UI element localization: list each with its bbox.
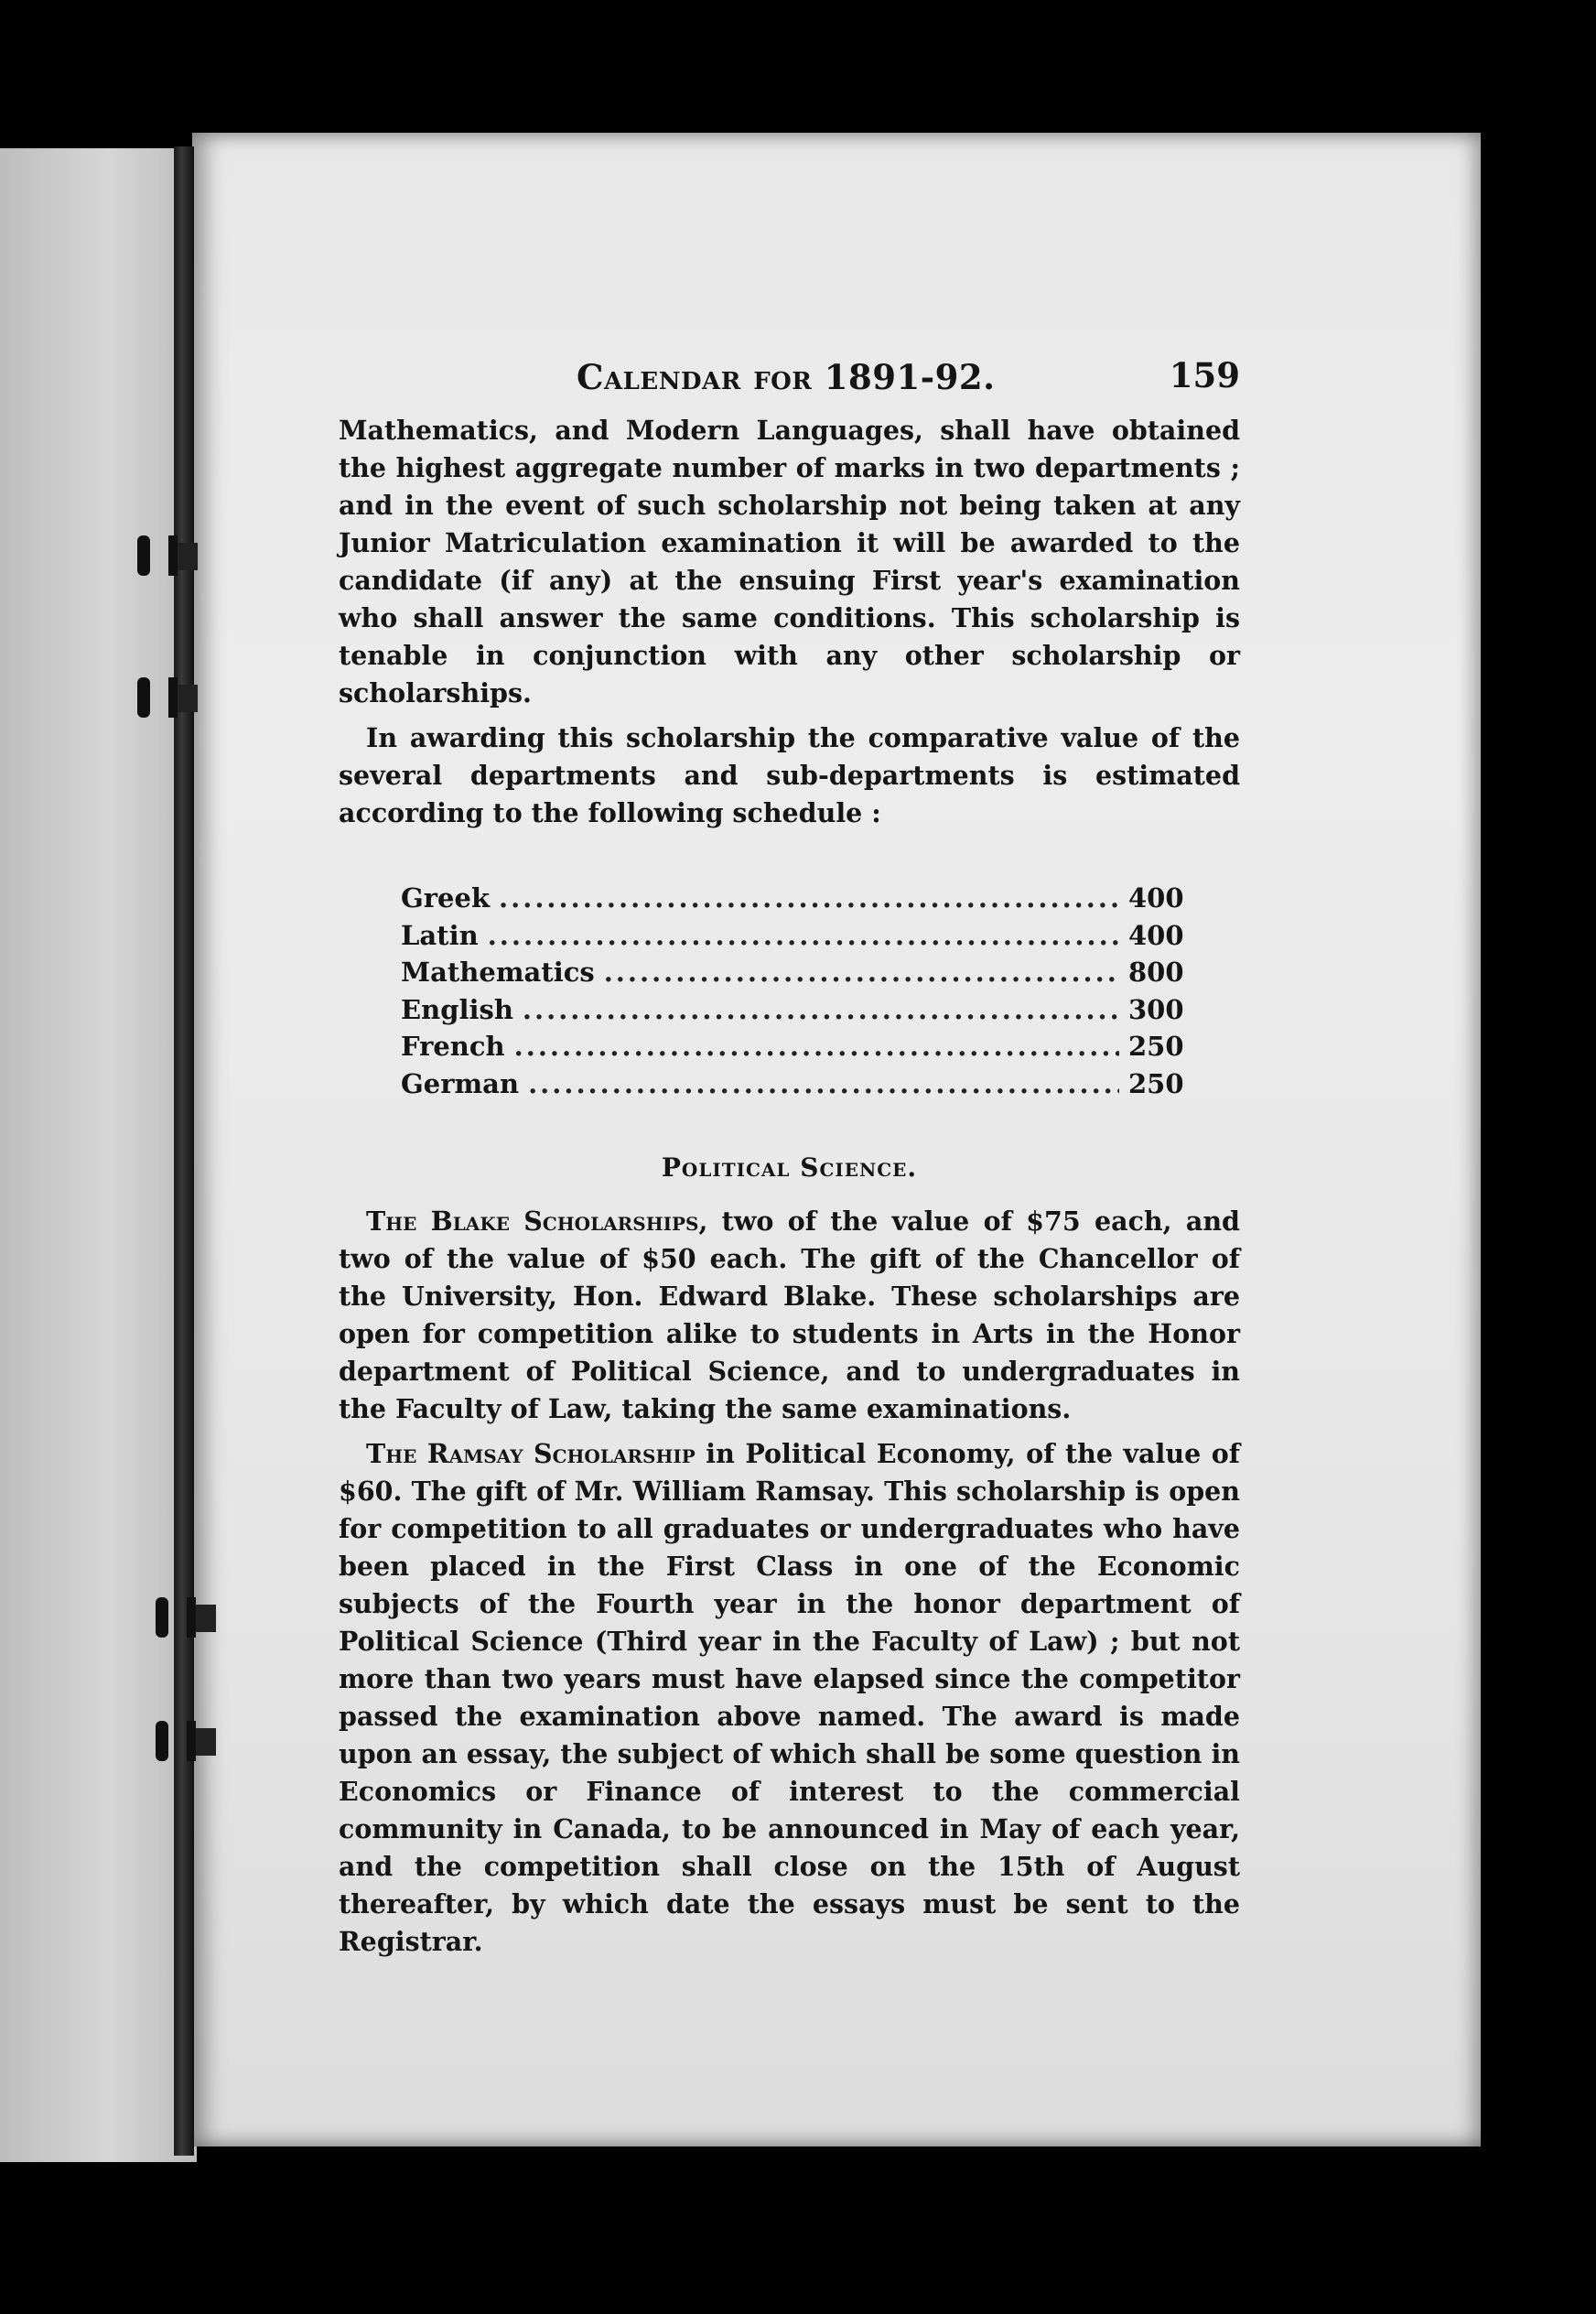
- schedule-row: [401, 1028, 1184, 1065]
- leader-dots: [523, 991, 1119, 1029]
- page-number: 159: [1169, 355, 1240, 395]
- scholarship-name: The Blake Scholarships,: [366, 1206, 708, 1237]
- schedule-value: 800: [1128, 957, 1184, 988]
- leader-dots: [604, 954, 1119, 991]
- leader-dots: [499, 880, 1119, 917]
- marks-schedule: [401, 880, 1184, 1102]
- schedule-row: [401, 991, 1184, 1029]
- schedule-value: 400: [1128, 919, 1184, 951]
- scholarship-name: The Ramsay Scholarship: [366, 1438, 696, 1469]
- schedule-subject: German: [401, 1067, 520, 1099]
- binding-gutter: [174, 146, 194, 2156]
- schedule-value: 300: [1128, 993, 1184, 1025]
- running-header: [339, 348, 1240, 412]
- binding-clip: [137, 535, 201, 576]
- schedule-row: [401, 880, 1184, 917]
- schedule-row: [401, 917, 1184, 955]
- schedule-subject: Greek: [401, 882, 491, 914]
- leader-dots: [488, 917, 1119, 955]
- section-heading: Political Science.: [661, 1152, 918, 1183]
- schedule-subject: French: [401, 1031, 505, 1062]
- schedule-row: [401, 1065, 1184, 1103]
- leader-dots: [528, 1065, 1119, 1103]
- facing-page-edge: [0, 148, 197, 2162]
- paragraph: Mathematics, and Modern Languages, shall have obtained the highest aggregate number of marks in two departments ; and in the event of such scholarship not being taken at any Junior Matriculation examination it will be awarded to the candidate (if any) at the ensuing First year's examination who shall answer the same conditions. This scholarship is tenable in conjunction with any other scholarship or scholarships.: [339, 415, 1240, 708]
- schedule-row: [401, 954, 1184, 991]
- paragraph-text: in Political Economy, of the value of $60. The gift of Mr. William Ramsay. This scholarship is open for competition to all graduates or undergraduates who have been placed in the First Class in one of the Economic subjects of the Fourth year in the honor department of Political Science (Third year in the Faculty of Law) ; but not more than two years must have elapsed since the competitor passed the examination above named. The award is made upon an essay, the subject of which shall be some question in Economics or Finance of interest to the commercial community in Canada, to be announced in May of each year, and the competition shall close on the 15th of August thereafter, by which date the essays must be sent to the Registrar.: [339, 1438, 1241, 1957]
- schedule-value: 400: [1128, 882, 1184, 914]
- schedule-subject: Latin: [401, 919, 479, 951]
- paragraph-text: two of the value of $75 each, and two of the value of $50 each. The gift of the Chancellor of the University, Hon. Edward Blake. These scholarships are open for competition alike to students in Arts in the Honor department of Political Science, and to undergraduates in the Faculty of Law, taking the same examinations.: [339, 1206, 1240, 1424]
- schedule-subject: English: [401, 993, 513, 1025]
- schedule-value: 250: [1128, 1031, 1184, 1062]
- running-title: Calendar for 1891-92.: [577, 357, 996, 397]
- paragraph: In awarding this scholarship the comparative value of the several departments and sub-departments is estimated according to the following schedule :: [339, 722, 1240, 828]
- leader-dots: [514, 1028, 1119, 1065]
- blake-paragraph: [339, 1203, 1240, 1428]
- binding-clip: [156, 1597, 220, 1638]
- ramsay-paragraph: [339, 1435, 1240, 1961]
- binding-clip: [137, 677, 201, 718]
- binding-clip: [156, 1721, 220, 1761]
- page-content: [339, 348, 1240, 1961]
- schedule-value: 250: [1128, 1067, 1184, 1099]
- schedule-subject: Mathematics: [401, 957, 595, 988]
